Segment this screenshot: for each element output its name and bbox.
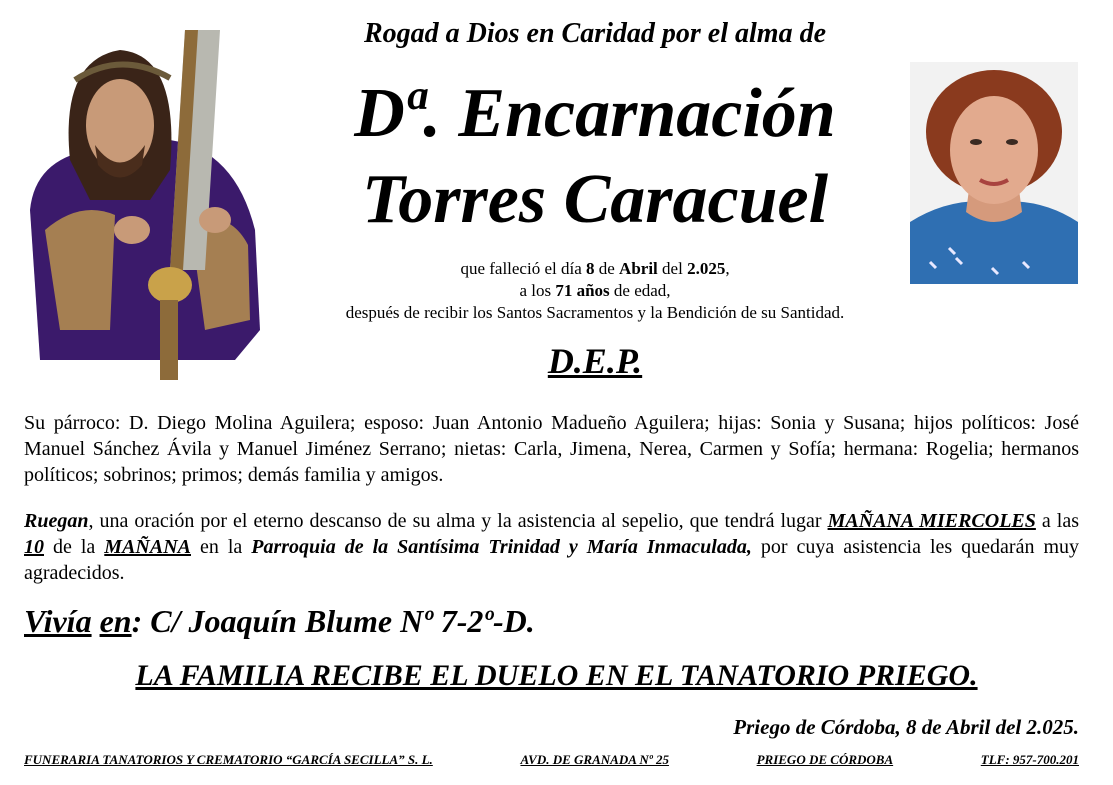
footer-city: PRIEGO DE CÓRDOBA — [756, 752, 894, 767]
deceased-portrait-photo — [910, 62, 1078, 284]
funeral-day: MAÑANA MIERCOLES — [827, 510, 1036, 532]
religious-figure-image — [20, 30, 265, 385]
footer-company: FUNERARIA TANATORIOS Y CREMATORIO “GARCÍA SECILLA” S. L. — [24, 752, 433, 767]
invite-part3: de la — [44, 536, 105, 558]
death-mid2: del — [657, 259, 688, 278]
mourning-notice: LA FAMILIA RECIBE EL DUELO EN EL TANATORIO PRIEGO. — [135, 659, 978, 692]
invite-part4: en la — [190, 536, 252, 558]
funeral-home-footer — [24, 752, 1079, 768]
home-address — [24, 603, 535, 640]
death-details — [270, 258, 920, 324]
invite-part1: , una oración por el eterno descanso de su alma y la asistencia al sepelio, que tendrá lugar — [88, 510, 828, 532]
invite-part5: por cuya asistencia les quedarán muy agradecidos. — [24, 536, 1080, 584]
death-year: 2.025 — [687, 259, 726, 278]
age-suffix: de edad, — [609, 281, 671, 300]
age-value: 71 años — [555, 281, 610, 300]
invite-part2: a las — [1035, 510, 1080, 532]
footer-phone: TLF: 957-700.201 — [980, 752, 1079, 767]
age-prefix: a los — [519, 281, 556, 300]
funeral-daypart: MAÑANA — [104, 536, 191, 558]
address-vivia: Vivía — [24, 603, 92, 639]
address-en: en — [99, 603, 132, 639]
church-name: Parroquia de la Santísima Trinidad y María Inmaculada, — [251, 536, 752, 558]
dep-heading: D.E.P. — [547, 341, 643, 381]
death-day: 8 — [586, 259, 595, 278]
deceased-name-line2: Torres Caracuel — [361, 161, 829, 238]
death-month: Abril — [619, 259, 658, 278]
death-mid1: de — [594, 259, 620, 278]
address-rest: : C/ Joaquín Blume Nº 7-2º-D. — [131, 603, 535, 639]
place-date: Priego de Córdoba, 8 de Abril del 2.025. — [733, 715, 1079, 739]
funeral-invitation — [24, 508, 1079, 586]
prayer-header: Rogad a Dios en Caridad por el alma de — [363, 18, 826, 49]
death-end1: , — [725, 259, 730, 278]
ruegan-word: Ruegan — [24, 510, 89, 532]
footer-street: AVD. DE GRANADA Nº 25 — [520, 752, 669, 767]
sacraments-line: después de recibir los Santos Sacramentos y la Bendición de su Santidad. — [345, 303, 845, 322]
deceased-name-line1: Dª. Encarnación — [354, 75, 836, 152]
family-list: Su párroco: D. Diego Molina Aguilera; esposo: Juan Antonio Madueño Aguilera; hijas: Sonia y Susana; hijos políticos: José Manuel Sánchez Ávila y Manuel Jiménez Serrano; nietas: Carla, Jimena, Nerea, Carmen y Sofía; hermana: Rogelia; hermanos políticos; sobrinos; primos; demás familia y amigos. — [24, 412, 1079, 486]
funeral-hour: 10 — [24, 536, 44, 558]
death-prefix: que falleció el día — [460, 259, 586, 278]
